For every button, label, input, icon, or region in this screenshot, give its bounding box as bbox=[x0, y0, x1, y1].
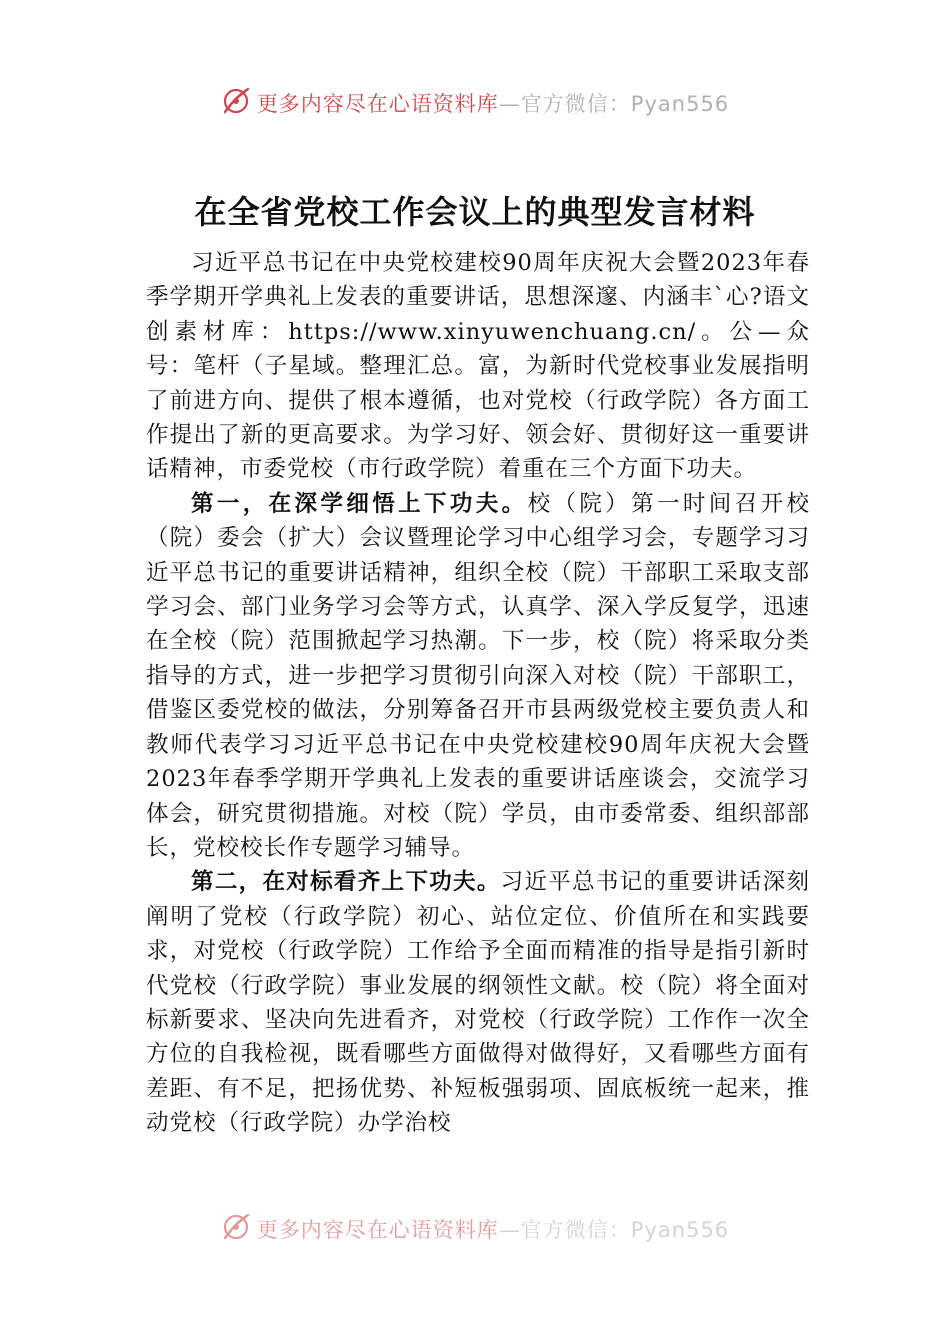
paragraph bbox=[146, 487, 810, 865]
watermark-suffix: —官方微信：Pyan556 bbox=[498, 92, 730, 116]
paragraph bbox=[146, 246, 810, 487]
watermark-suffix: —官方微信：Pyan556 bbox=[498, 1218, 730, 1242]
document-body bbox=[146, 246, 810, 1214]
feather-circle-logo-icon bbox=[221, 86, 251, 116]
paragraph bbox=[146, 865, 810, 1140]
paragraph-lead: 第二，在对标看齐上下功夫。 bbox=[191, 869, 501, 896]
paragraph-text: 习近平总书记的重要讲话深刻阐明了党校（行政学院）初心、站位定位、价值所在和实践要求，对党校（行政学院）工作给予全面而精准的指导是指引新时代党校（行政学院）事业发展的纲领性文献。校（院）将全面对标新要求、坚决向先进看齐，对党校（行政学院）工作作一次全方位的自我检视，既看哪些方面做得对做得好，又看哪些方面有差距、有不足，把扬优势、补短板强弱项、固底板统一起来，推动党校（行政学院）办学治校 bbox=[146, 869, 810, 1137]
watermark-prefix: 更多内容尽在心语资料库 bbox=[256, 1218, 499, 1242]
document-title: 在全省党校工作会议上的典型发言材料 bbox=[194, 193, 756, 231]
feather-circle-logo-icon bbox=[221, 1212, 251, 1242]
paragraph-text: 校（院）第一时间召开校（院）委会（扩大）会议暨理论学习中心组学习会，专题学习习近平总书记的重要讲话精神，组织全校（院）干部职工采取支部学习会、部门业务学习会等方式，认真学、深入学反复学，迅速在全校（院）范围掀起学习热潮。下一步，校（院）将采取分类指导的方式，进一步把学习贯彻引向深入对校（院）干部职工，借鉴区委党校的做法，分别筹备召开市县两级党校主要负责人和教师代表学习习近平总书记在中央党校建校90周年庆祝大会暨2023年春季学期开学典礼上发表的重要讲话座谈会，交流学习体会，研究贯彻措施。对校（院）学员，由市委常委、组织部部长，党校校长作专题学习辅导。 bbox=[146, 490, 810, 861]
header-watermark bbox=[0, 88, 950, 118]
watermark-prefix: 更多内容尽在心语资料库 bbox=[256, 92, 499, 116]
paragraph-text: 习近平总书记在中央党校建校90周年庆祝大会暨2023年春季学期开学典礼上发表的重要讲话，思想深邃、内涵丰`心?语文创素材库：https://www.xinyuwenchuang.cn/。公—众号：笔杆（子星域。整理汇总。富，为新时代党校事业发展指明了前进方向、提供了根本遵循，也对党校（行政学院）各方面工作提出了新的更高要求。为学习好、领会好、贯彻好这一重要讲话精神，市委党校（市行政学院）着重在三个方面下功夫。 bbox=[146, 250, 810, 483]
footer-watermark bbox=[0, 1214, 950, 1244]
paragraph-lead: 第一，在深学细悟上下功夫。 bbox=[191, 490, 528, 517]
